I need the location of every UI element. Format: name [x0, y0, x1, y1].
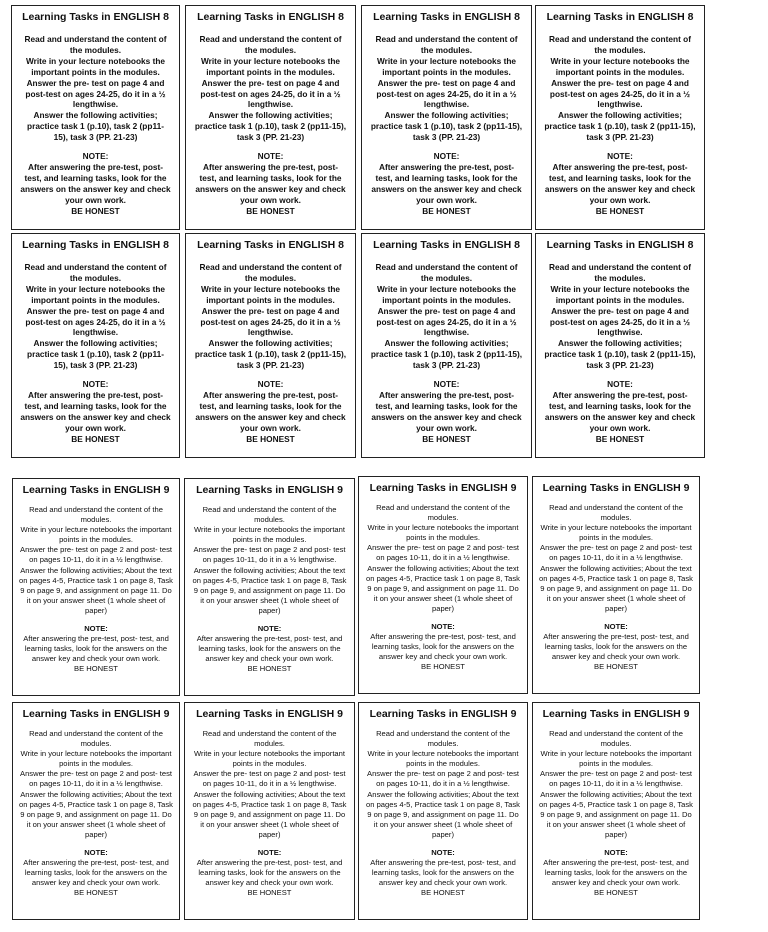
- be-honest-text: BE HONEST: [71, 433, 120, 444]
- note-text: After answering the pre-test, post- test, and learning tasks, look for the answers on the answer key and check your own work.: [544, 389, 696, 433]
- card-title: Learning Tasks in ENGLISH 8: [197, 239, 344, 251]
- card-title: Learning Tasks in ENGLISH 9: [369, 482, 517, 494]
- note-heading: NOTE:: [82, 379, 109, 390]
- note-heading: NOTE:: [84, 848, 108, 858]
- card-title: Learning Tasks in ENGLISH 8: [373, 239, 520, 251]
- note-heading: NOTE:: [257, 151, 284, 162]
- english8-task-card: [361, 233, 532, 458]
- card-instructions: Read and understand the content of the modules. Write in your lecture notebooks the important points in the modules. Answer the pre- test on page 4 and post-test on ages 24-25, do it in a ½ lengthwise. Answer the following activities; practice task 1 (p.10), task 2 (pp11-15), task 3 (PP. 21-23): [24, 34, 167, 143]
- note-text: After answering the pre-test, post- test, and learning tasks, look for the answers on the answer key and check your own work.: [20, 389, 171, 433]
- be-honest-text: BE HONEST: [74, 664, 118, 674]
- note-heading: NOTE:: [433, 379, 460, 390]
- english8-task-card: [11, 5, 180, 230]
- be-honest-text: BE HONEST: [594, 888, 638, 898]
- english8-task-card: [185, 233, 356, 458]
- english9-task-card: [532, 476, 700, 694]
- card-instructions: Read and understand the content of the modules. Write in your lecture notebooks the important points in the modules. Answer the pre- test on page 2 and post- test on pages 10-11, do it in a ½ lengthwise. Answer the following activities; About the text on pages 4-5, Practice task 1 on page 8, Task 9 on page 9, and assignment on page 11. Do it on your answer sheet (1 whole sheet of paper): [539, 503, 693, 613]
- card-instructions: Read and understand the content of the modules. Write in your lecture notebooks the important points in the modules. Answer the pre- test on page 4 and post-test on ages 24-25, do it in a ½ lengthwise. Answer the following activities; practice task 1 (p.10), task 2 (pp11-15), task 3 (PP. 21-23): [370, 262, 523, 371]
- be-honest-text: BE HONEST: [247, 664, 292, 674]
- card-instructions: Read and understand the content of the modules. Write in your lecture notebooks the important points in the modules. Answer the pre- test on page 2 and post- test on pages 10-11, do it in a ½ lengthwise. Answer the following activities; About the text on pages 4-5, Practice task 1 on page 8, Task 9 on page 9, and assignment on page 11. Do it on your answer sheet (1 whole sheet of paper): [366, 729, 520, 839]
- be-honest-text: BE HONEST: [421, 662, 465, 672]
- card-title: Learning Tasks in ENGLISH 9: [196, 708, 343, 720]
- english8-task-card: [185, 5, 356, 230]
- note-heading: NOTE:: [82, 151, 109, 162]
- card-instructions: Read and understand the content of the modules. Write in your lecture notebooks the important points in the modules. Answer the pre- test on page 2 and post- test on pages 10-11, do it in a ½ lengthwise. Answer the following activities; About the text on pages 4-5, Practice task 1 on page 8, Task 9 on page 9, and assignment on page 11. Do it on your answer sheet (1 whole sheet of paper): [539, 729, 693, 839]
- card-title: Learning Tasks in ENGLISH 9: [196, 484, 343, 496]
- english8-task-card: [361, 5, 532, 230]
- be-honest-text: BE HONEST: [71, 205, 120, 216]
- card-title: Learning Tasks in ENGLISH 9: [542, 482, 690, 494]
- note-text: After answering the pre-test, post- test, and learning tasks, look for the answers on the answer key and check your own work.: [196, 634, 343, 664]
- card-title: Learning Tasks in ENGLISH 9: [22, 484, 170, 496]
- note-text: After answering the pre-test, post- test, and learning tasks, look for the answers on the answer key and check your own work.: [195, 161, 346, 205]
- card-instructions: Read and understand the content of the modules. Write in your lecture notebooks the important points in the modules. Answer the pre- test on page 4 and post-test on ages 24-25, do it in a ½ lengthwise. Answer the following activities; practice task 1 (p.10), task 2 (pp11-15), task 3 (PP. 21-23): [370, 34, 523, 143]
- be-honest-text: BE HONEST: [74, 888, 118, 898]
- be-honest-text: BE HONEST: [421, 888, 465, 898]
- english8-task-card: [535, 5, 705, 230]
- english9-task-card: [532, 702, 700, 920]
- note-heading: NOTE:: [607, 379, 633, 390]
- note-text: After answering the pre-test, post- test, and learning tasks, look for the answers on the answer key and check your own work.: [371, 389, 522, 433]
- note-heading: NOTE:: [604, 848, 628, 858]
- card-instructions: Read and understand the content of the modules. Write in your lecture notebooks the important points in the modules. Answer the pre- test on page 4 and post-test on ages 24-25, do it in a ½ lengthwise. Answer the following activities; practice task 1 (p.10), task 2 (pp11-15), task 3 (PP. 21-23): [24, 262, 167, 371]
- card-title: Learning Tasks in ENGLISH 8: [22, 239, 169, 251]
- note-text: After answering the pre-test, post- test, and learning tasks, look for the answers on the answer key and check your own work.: [196, 858, 343, 888]
- be-honest-text: BE HONEST: [246, 433, 295, 444]
- english8-task-card: [11, 233, 180, 458]
- note-heading: NOTE:: [431, 622, 455, 632]
- note-heading: NOTE:: [257, 848, 282, 858]
- be-honest-text: BE HONEST: [246, 205, 295, 216]
- card-instructions: Read and understand the content of the modules. Write in your lecture notebooks the important points in the modules. Answer the pre- test on page 2 and post- test on pages 10-11, do it in a ½ lengthwise. Answer the following activities; About the text on pages 4-5, Practice task 1 on page 8, Task 9 on page 9, and assignment on page 11. Do it on your answer sheet (1 whole sheet of paper): [19, 729, 173, 839]
- note-text: After answering the pre-test, post- test, and learning tasks, look for the answers on the answer key and check your own work.: [23, 634, 169, 664]
- card-instructions: Read and understand the content of the modules. Write in your lecture notebooks the important points in the modules. Answer the pre- test on page 4 and post-test on ages 24-25, do it in a ½ lengthwise. Answer the following activities; practice task 1 (p.10), task 2 (pp11-15), task 3 (PP. 21-23): [544, 262, 696, 371]
- english9-task-card: [184, 702, 355, 920]
- be-honest-text: BE HONEST: [247, 888, 292, 898]
- card-instructions: Read and understand the content of the modules. Write in your lecture notebooks the important points in the modules. Answer the pre- test on page 4 and post-test on ages 24-25, do it in a ½ lengthwise. Answer the following activities; practice task 1 (p.10), task 2 (pp11-15), task 3 (PP. 21-23): [194, 34, 347, 143]
- english9-task-card: [358, 702, 528, 920]
- card-instructions: Read and understand the content of the modules. Write in your lecture notebooks the important points in the modules. Answer the pre- test on page 2 and post- test on pages 10-11, do it in a ½ lengthwise. Answer the following activities; About the text on pages 4-5, Practice task 1 on page 8, Task 9 on page 9, and assignment on page 11. Do it on your answer sheet (1 whole sheet of paper): [366, 503, 520, 613]
- note-text: After answering the pre-test, post- test, and learning tasks, look for the answers on the answer key and check your own work.: [20, 161, 171, 205]
- note-heading: NOTE:: [433, 151, 460, 162]
- note-text: After answering the pre-test, post- test, and learning tasks, look for the answers on the answer key and check your own work.: [195, 389, 346, 433]
- card-title: Learning Tasks in ENGLISH 8: [546, 11, 694, 23]
- card-title: Learning Tasks in ENGLISH 8: [22, 11, 169, 23]
- card-title: Learning Tasks in ENGLISH 9: [22, 708, 170, 720]
- card-instructions: Read and understand the content of the modules. Write in your lecture notebooks the important points in the modules. Answer the pre- test on page 2 and post- test on pages 10-11, do it in a ½ lengthwise. Answer the following activities; About the text on pages 4-5, Practice task 1 on page 8, Task 9 on page 9, and assignment on page 11. Do it on your answer sheet (1 whole sheet of paper): [192, 729, 347, 839]
- card-instructions: Read and understand the content of the modules. Write in your lecture notebooks the important points in the modules. Answer the pre- test on page 4 and post-test on ages 24-25, do it in a ½ lengthwise. Answer the following activities; practice task 1 (p.10), task 2 (pp11-15), task 3 (PP. 21-23): [544, 34, 696, 143]
- be-honest-text: BE HONEST: [595, 433, 645, 444]
- be-honest-text: BE HONEST: [422, 433, 471, 444]
- card-title: Learning Tasks in ENGLISH 9: [369, 708, 517, 720]
- be-honest-text: BE HONEST: [594, 662, 638, 672]
- note-text: After answering the pre-test, post- test, and learning tasks, look for the answers on the answer key and check your own work.: [544, 161, 696, 205]
- note-text: After answering the pre-test, post- test, and learning tasks, look for the answers on the answer key and check your own work.: [543, 858, 689, 888]
- card-instructions: Read and understand the content of the modules. Write in your lecture notebooks the important points in the modules. Answer the pre- test on page 2 and post- test on pages 10-11, do it in a ½ lengthwise. Answer the following activities; About the text on pages 4-5, Practice task 1 on page 8, Task 9 on page 9, and assignment on page 11. Do it on your answer sheet (1 whole sheet of paper): [192, 505, 347, 615]
- english9-task-card: [12, 702, 180, 920]
- card-instructions: Read and understand the content of the modules. Write in your lecture notebooks the important points in the modules. Answer the pre- test on page 4 and post-test on ages 24-25, do it in a ½ lengthwise. Answer the following activities; practice task 1 (p.10), task 2 (pp11-15), task 3 (PP. 21-23): [194, 262, 347, 371]
- english9-task-card: [358, 476, 528, 694]
- card-title: Learning Tasks in ENGLISH 8: [373, 11, 520, 23]
- note-heading: NOTE:: [431, 848, 455, 858]
- note-heading: NOTE:: [257, 624, 282, 634]
- card-title: Learning Tasks in ENGLISH 8: [546, 239, 694, 251]
- note-heading: NOTE:: [84, 624, 108, 634]
- note-heading: NOTE:: [607, 151, 633, 162]
- note-text: After answering the pre-test, post- test, and learning tasks, look for the answers on the answer key and check your own work.: [543, 632, 689, 662]
- note-text: After answering the pre-test, post- test, and learning tasks, look for the answers on the answer key and check your own work.: [371, 161, 522, 205]
- english9-task-card: [12, 478, 180, 696]
- note-heading: NOTE:: [257, 379, 284, 390]
- be-honest-text: BE HONEST: [595, 205, 645, 216]
- be-honest-text: BE HONEST: [422, 205, 471, 216]
- note-text: After answering the pre-test, post- test, and learning tasks, look for the answers on the answer key and check your own work.: [23, 858, 169, 888]
- note-text: After answering the pre-test, post- test, and learning tasks, look for the answers on the answer key and check your own work.: [370, 632, 516, 662]
- english9-task-card: [184, 478, 355, 696]
- card-title: Learning Tasks in ENGLISH 9: [542, 708, 690, 720]
- card-title: Learning Tasks in ENGLISH 8: [197, 11, 344, 23]
- note-text: After answering the pre-test, post- test, and learning tasks, look for the answers on the answer key and check your own work.: [370, 858, 516, 888]
- card-instructions: Read and understand the content of the modules. Write in your lecture notebooks the important points in the modules. Answer the pre- test on page 2 and post- test on pages 10-11, do it in a ½ lengthwise. Answer the following activities; About the text on pages 4-5, Practice task 1 on page 8, Task 9 on page 9, and assignment on page 11. Do it on your answer sheet (1 whole sheet of paper): [19, 505, 173, 615]
- note-heading: NOTE:: [604, 622, 628, 632]
- english8-task-card: [535, 233, 705, 458]
